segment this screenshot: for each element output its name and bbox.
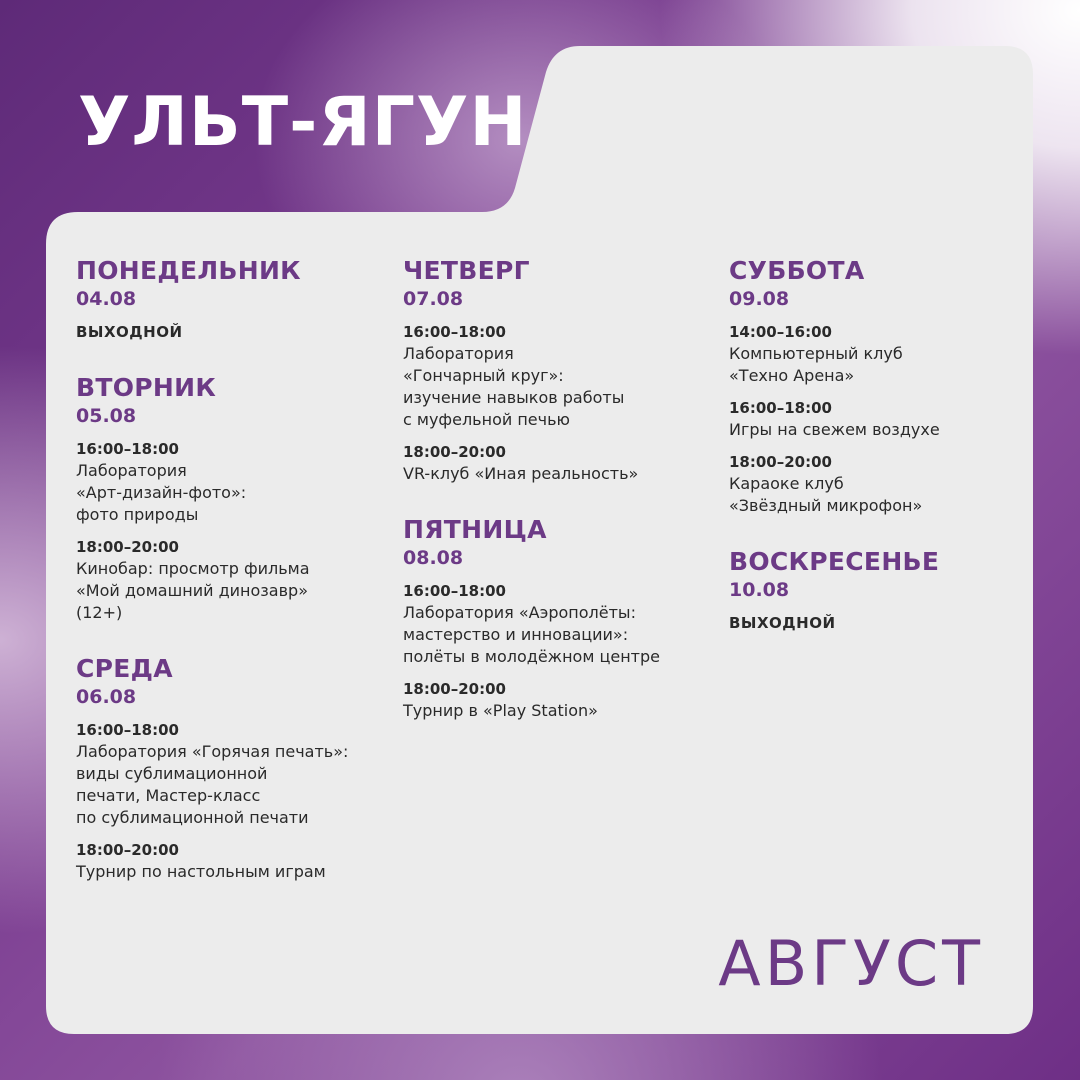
event-item xyxy=(729,451,1029,517)
event-item xyxy=(76,719,376,829)
day-date: 04.08 xyxy=(76,288,137,310)
event-time: 16:00–18:00 xyxy=(76,721,179,739)
month-label: АВГУСТ xyxy=(718,927,984,1000)
event-item xyxy=(403,678,703,722)
day-name: ВТОРНИК xyxy=(76,373,217,402)
day-date: 06.08 xyxy=(76,686,137,708)
event-text: Турнир по настольным играм xyxy=(76,862,326,881)
event-item xyxy=(76,839,376,883)
event-time: 18:00–20:00 xyxy=(403,680,506,698)
schedule-column xyxy=(729,256,1029,664)
event-time: 18:00–20:00 xyxy=(76,841,179,859)
event-item xyxy=(76,438,376,526)
day-off-label: ВЫХОДНОЙ xyxy=(729,614,836,632)
event-text: Лаборатория «Гончарный круг»: изучение навыков работы с муфельной печью xyxy=(403,344,625,429)
event-time: 18:00–20:00 xyxy=(729,453,832,471)
event-time: 18:00–20:00 xyxy=(76,538,179,556)
event-text: Лаборатория «Аэрополёты: мастерство и инновации»: полёты в молодёжном центре xyxy=(403,603,660,666)
day-block xyxy=(403,515,703,722)
event-text: Игры на свежем воздухе xyxy=(729,420,940,439)
event-text: Караоке клуб «Звёздный микрофон» xyxy=(729,474,923,515)
day-date: 05.08 xyxy=(76,405,137,427)
day-block xyxy=(729,547,1029,634)
day-name: ЧЕТВЕРГ xyxy=(403,256,530,285)
event-item xyxy=(729,397,1029,441)
event-text: Лаборатория «Горячая печать»: виды сублимационной печати, Мастер-класс по сублимационной печати xyxy=(76,742,349,827)
day-date: 09.08 xyxy=(729,288,790,310)
day-date: 10.08 xyxy=(729,579,790,601)
event-item xyxy=(403,321,703,431)
event-time: 16:00–18:00 xyxy=(729,399,832,417)
event-time: 14:00–16:00 xyxy=(729,323,832,341)
event-text: Турнир в «Play Station» xyxy=(403,701,598,720)
day-off-label: ВЫХОДНОЙ xyxy=(76,323,183,341)
day-block xyxy=(729,256,1029,517)
day-name: СУББОТА xyxy=(729,256,865,285)
day-block xyxy=(76,256,376,343)
event-item xyxy=(76,536,376,624)
event-text: Компьютерный клуб «Техно Арена» xyxy=(729,344,903,385)
event-time: 16:00–18:00 xyxy=(403,582,506,600)
day-name: ПОНЕДЕЛЬНИК xyxy=(76,256,301,285)
event-time: 16:00–18:00 xyxy=(76,440,179,458)
event-item xyxy=(403,580,703,668)
day-name: ВОСКРЕСЕНЬЕ xyxy=(729,547,940,576)
event-text: Кинобар: просмотр фильма «Мой домашний динозавр» (12+) xyxy=(76,559,310,622)
day-block xyxy=(76,654,376,883)
event-text: VR-клуб «Иная реальность» xyxy=(403,464,639,483)
day-name: ПЯТНИЦА xyxy=(403,515,547,544)
schedule-column xyxy=(403,256,703,752)
event-item xyxy=(729,321,1029,387)
event-time: 16:00–18:00 xyxy=(403,323,506,341)
day-block xyxy=(76,373,376,624)
day-date: 07.08 xyxy=(403,288,464,310)
schedule-column xyxy=(76,256,376,913)
day-name: СРЕДА xyxy=(76,654,173,683)
event-item xyxy=(403,441,703,485)
event-text: Лаборатория «Арт-дизайн-фото»: фото природы xyxy=(76,461,247,524)
city-title: УЛЬТ-ЯГУН xyxy=(78,83,528,162)
day-block xyxy=(403,256,703,485)
day-date: 08.08 xyxy=(403,547,464,569)
event-time: 18:00–20:00 xyxy=(403,443,506,461)
